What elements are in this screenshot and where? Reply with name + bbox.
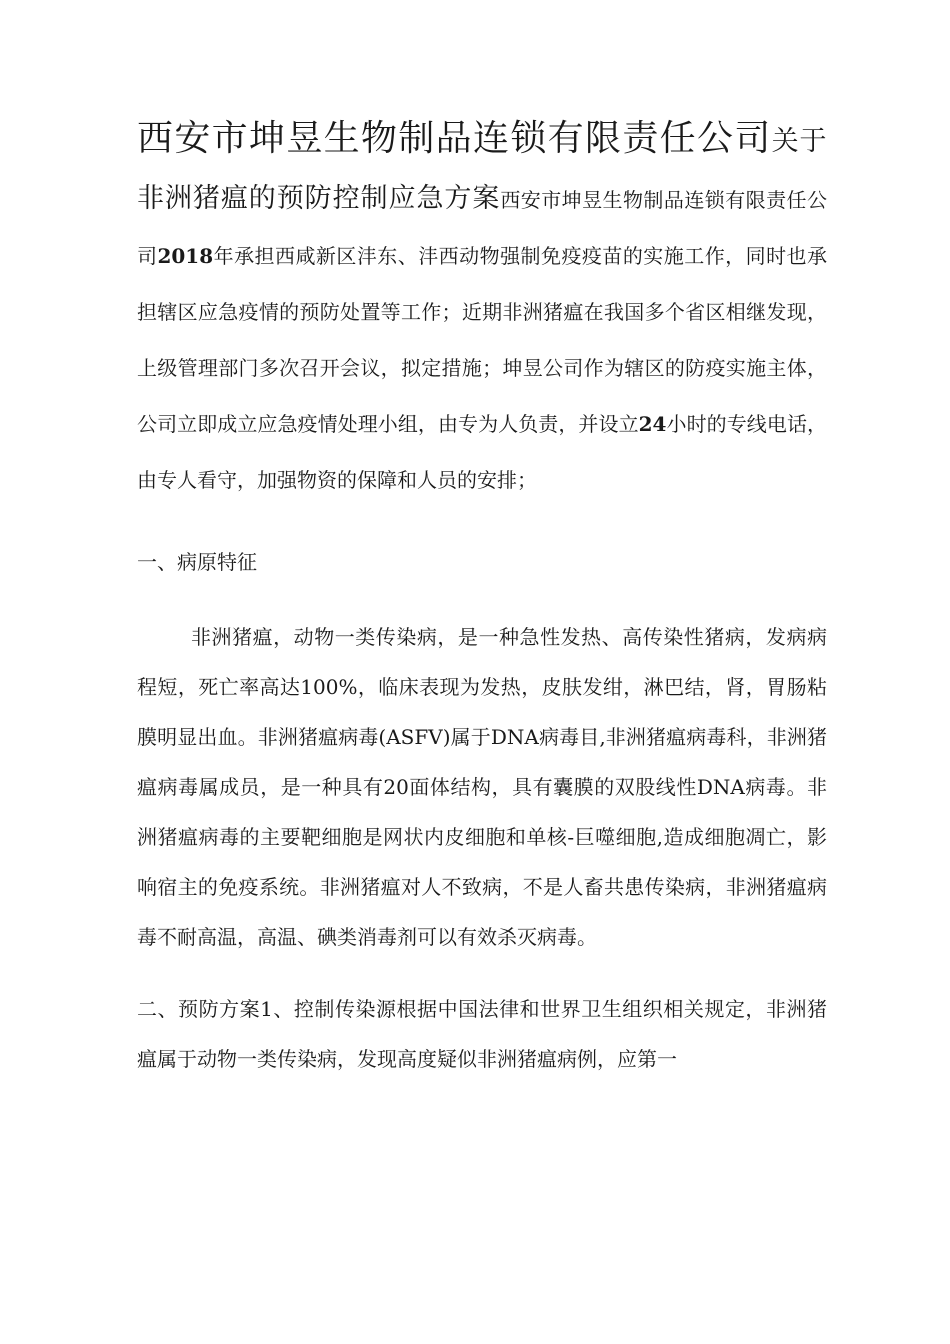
document-title-subject: 于非洲猪瘟的预防控制应急方案	[137, 126, 827, 214]
intro-text-body: 年承担西咸新区沣东、沣西动物强制免疫疫苗的实施工作，同时也承担辖区应急疫情的预防处置等工作；近期非洲猪瘟在我国多个省区相继发现，上级管理部门多次召开会议，拟定措施；坤昱公司作为辖区的防疫实施主体，公司立即成立应急疫情处理小组，由专为人负责，并设立	[137, 244, 828, 436]
title-and-intro-paragraph	[137, 110, 827, 508]
document-title-continued: 关	[771, 126, 800, 157]
document-page	[137, 110, 827, 1084]
intro-text-end: 小时的专线电话，由专人看守，加强物资的保障和人员的安排；	[137, 412, 828, 492]
section-body-prevention: 二、预防方案1、控制传染源根据中国法律和世界卫生组织相关规定，非洲猪瘟属于动物一类传染病，发现高度疑似非洲猪瘟病例，应第一	[137, 997, 827, 1071]
section-body-pathogen: 非洲猪瘟，动物一类传染病，是一种急性发热、高传染性猪病，发病病程短，死亡率高达100%，临床表现为发热，皮肤发绀，淋巴结，肾，胃肠粘膜明显出血。非洲猪瘟病毒(ASFV)属于DNA病毒目,非洲猪瘟病毒科，非洲猪瘟病毒属成员，是一种具有20面体结构，具有囊膜的双股线性DNA病毒。非洲猪瘟病毒的主要靶细胞是网状内皮细胞和单核-巨噬细胞,造成细胞凋亡，影响宿主的免疫系统。非洲猪瘟对人不致病，不是人畜共患传染病，非洲猪瘟病毒不耐高温，高温、碘类消毒剂可以有效杀灭病毒。	[137, 625, 827, 949]
intro-year: 2018	[157, 244, 214, 268]
intro-text-company: 西安市坤昱生物制品连锁有限责任公司	[137, 188, 828, 268]
document-title: 西安市坤昱生物制品连锁有限责任公司	[137, 118, 772, 159]
section-heading-pathogen: 一、病原特征	[137, 550, 257, 574]
intro-hours: 24	[638, 412, 667, 436]
